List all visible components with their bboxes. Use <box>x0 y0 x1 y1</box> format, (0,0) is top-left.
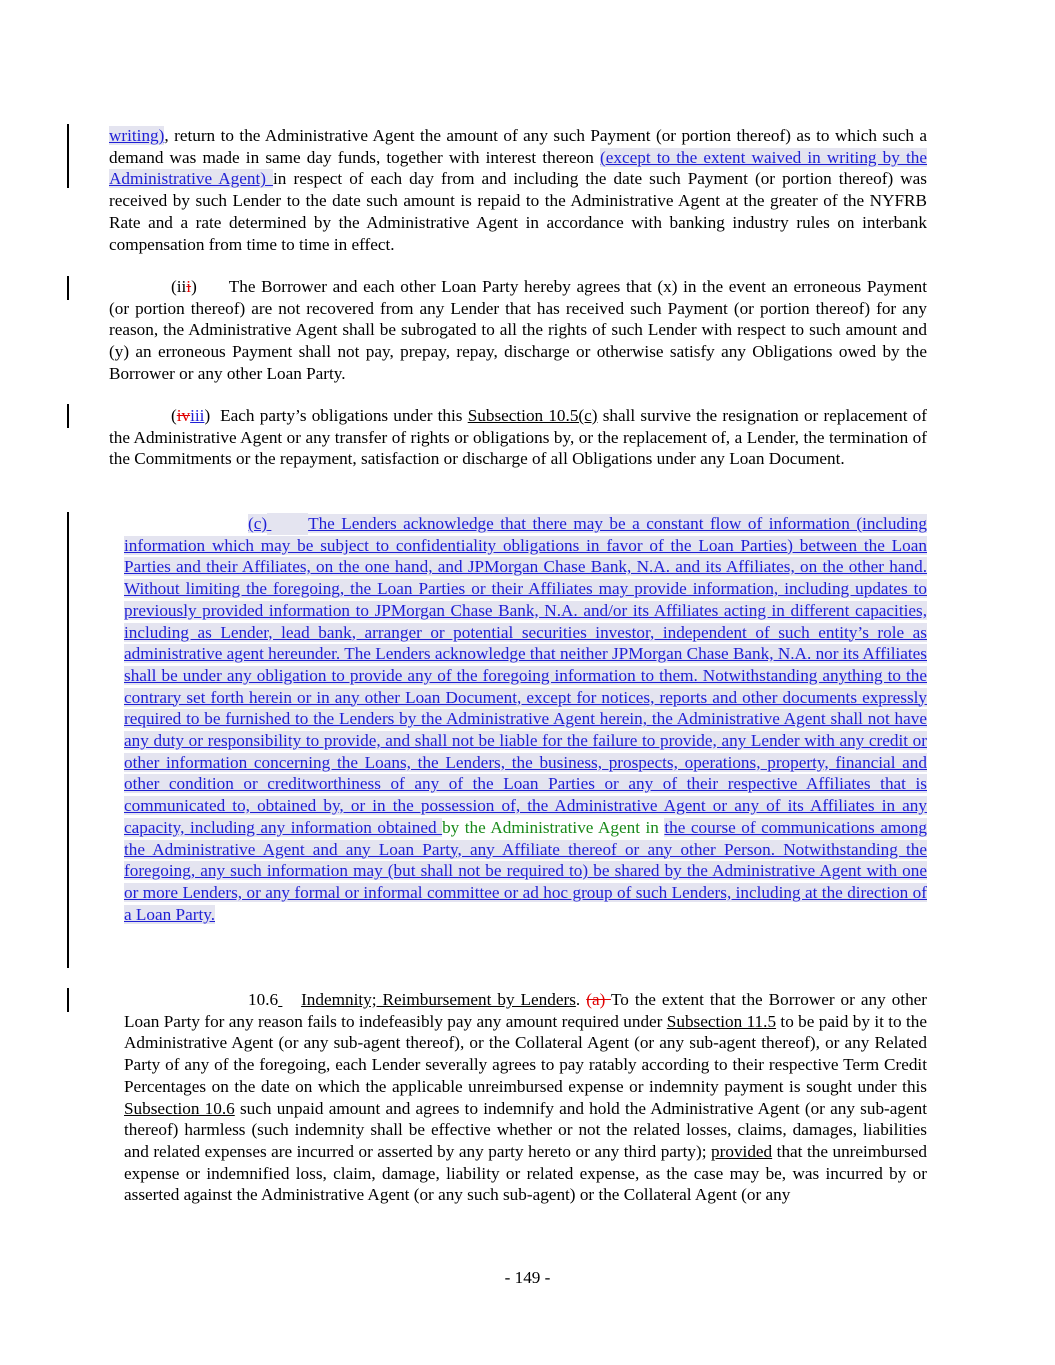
cross-reference: Subsection 10.6 <box>124 1098 235 1118</box>
clause-number: (iviii) <box>171 406 211 425</box>
paragraph-continuation: writing), return to the Administrative Agent the amount of any such Payment (or portion thereof) as to which such a demand was made in same day funds, together with interest thereon (except to the extent waived in writing by the Administrative Agent) in respect of each day from and including the date such Payment (or portion thereof) was received by such Lender to the date such amount is repaid to the Administrative Agent at the greater of the NYFRB Rate and a rate determined by the Administrative Agent in accordance with banking industry rules on interbank compensation from time to time in effect. <box>109 126 927 254</box>
moved-text: by the Administrative Agent in <box>442 817 665 837</box>
section-heading: Indemnity; Reimbursement by Lenders <box>301 990 576 1009</box>
inserted-text: writing) <box>109 126 165 145</box>
inserted-text: (except to the extent waived in writing by the Administrative Agent) <box>109 147 927 189</box>
deleted-text: (a) <box>586 990 611 1009</box>
change-bar <box>67 512 69 968</box>
paragraph-iii: (iviii) Each party’s obligations under this Subsection 10.5(c) shall survive the resignation or replacement of the Administrative Agent or any transfer of rights or obligations by, or the replacement of, a Lender, the termination of the Commitments or the repayment, satisfaction or discharge of all Obligations under any Loan Document. <box>109 406 927 469</box>
change-bar <box>67 124 69 188</box>
clause-number: (iii) <box>171 277 197 296</box>
paragraph-c-inserted: (c) The Lenders acknowledge that there may be a constant flow of information (including information which may be subject to confidentiality obligations in favor of the Loan Parties) between the Loan Parties and their Affiliates, on the one hand, and JPMorgan Chase Bank, N.A. and its Affiliates, on the other hand. Without limiting the foregoing, the Loan Parties or their Affiliates may provide information, including updates to previously provided information to JPMorgan Chase Bank, N.A. and/or its Affiliates acting in different capacities, including as Lender, lead bank, arranger or potential securities investor, independent of such entity’s role as administrative agent hereunder. The Lenders acknowledge that neither JPMorgan Chase Bank, N.A. nor its Affiliates shall be under any obligation to provide any of the foregoing information to them. Notwithstanding anything to the contrary set forth herein or in any other Loan Document, except for notices, reports and other documents expressly required to be furnished to the Lenders by the Administrative Agent herein, the Administrative Agent shall not have any duty or responsibility to provide, and shall not be liable for the failure to provide, any Lender with any credit or other information concerning the Loans, the Lenders, the business, prospects, operations, property, financial and other condition or creditworthiness of any of the Loan Parties or any of their respective Affiliates that is communicated to, obtained by, or in the possession of, the Administrative Agent or any of its Affiliates in any capacity, including any information obtained by the Administrative Agent in the course of communications among the Administrative Agent and any Loan Party, any Affiliate thereof or any other Person. Notwithstanding the foregoing, any such information may (but shall not be required to) be shared by the Administrative Agent with one or more Lenders, or any formal or informal committee or ad hoc group of such Lenders, including at the direction of a Loan Party. <box>124 514 927 924</box>
change-bar <box>67 988 69 1012</box>
cross-reference: Subsection 11.5 <box>666 1011 777 1031</box>
section-number: 10.6 <box>248 990 279 1009</box>
section-10-6: 10.6 Indemnity; Reimbursement by Lenders. (a) To the extent that the Borrower or any other Loan Party for any reason fails to indefeasibly pay any amount required under Subsection 11.5 to be paid by it to the Administrative Agent (or any sub-agent thereof), or the Collateral Agent (or any sub-agent thereof), or any Related Party of any of the foregoing, each Lender severally agrees to pay ratably according to their respective Term Credit Percentages on the date on which the applicable unreimbursed expense or indemnity payment is sought under this Subsection 10.6 such unpaid amount and agrees to indemnify and hold the Administrative Agent (or any sub-agent thereof) harmless (such indemnity shall be effective whether or not the related losses, claims, damages, liabilities and related expenses are incurred or asserted by any party hereto or any third party); provided that the unreimbursed expense or indemnified loss, claim, damage, liability or related expense, as the case may be, was incurred by or asserted against the Administrative Agent (or any such sub-agent) or the Collateral Agent (or any <box>124 990 928 1205</box>
proviso-term: provided <box>711 1141 773 1161</box>
deleted-text: iv <box>176 406 191 425</box>
change-bar <box>67 404 69 428</box>
inserted-text: iii <box>190 406 205 425</box>
page-number: - 149 - <box>504 1268 551 1287</box>
paragraph-ii: (iii) The Borrower and each other Loan Party hereby agrees that (x) in the event an erroneous Payment (or portion thereof) are not recovered from any Lender that has received such Payment (or portion thereof) for any reason, the Administrative Agent shall be subrogated to all the rights of such Lender with respect to such amount and (y) an erroneous Payment shall not pay, prepay, repay, discharge or otherwise satisfy any Obligations owed by the Borrower or any other Loan Party. <box>109 277 927 383</box>
deleted-text: i <box>186 277 192 296</box>
clause-number: (c) <box>248 514 268 533</box>
cross-reference: Subsection 10.5(c) <box>467 406 598 425</box>
change-bar <box>67 276 69 300</box>
